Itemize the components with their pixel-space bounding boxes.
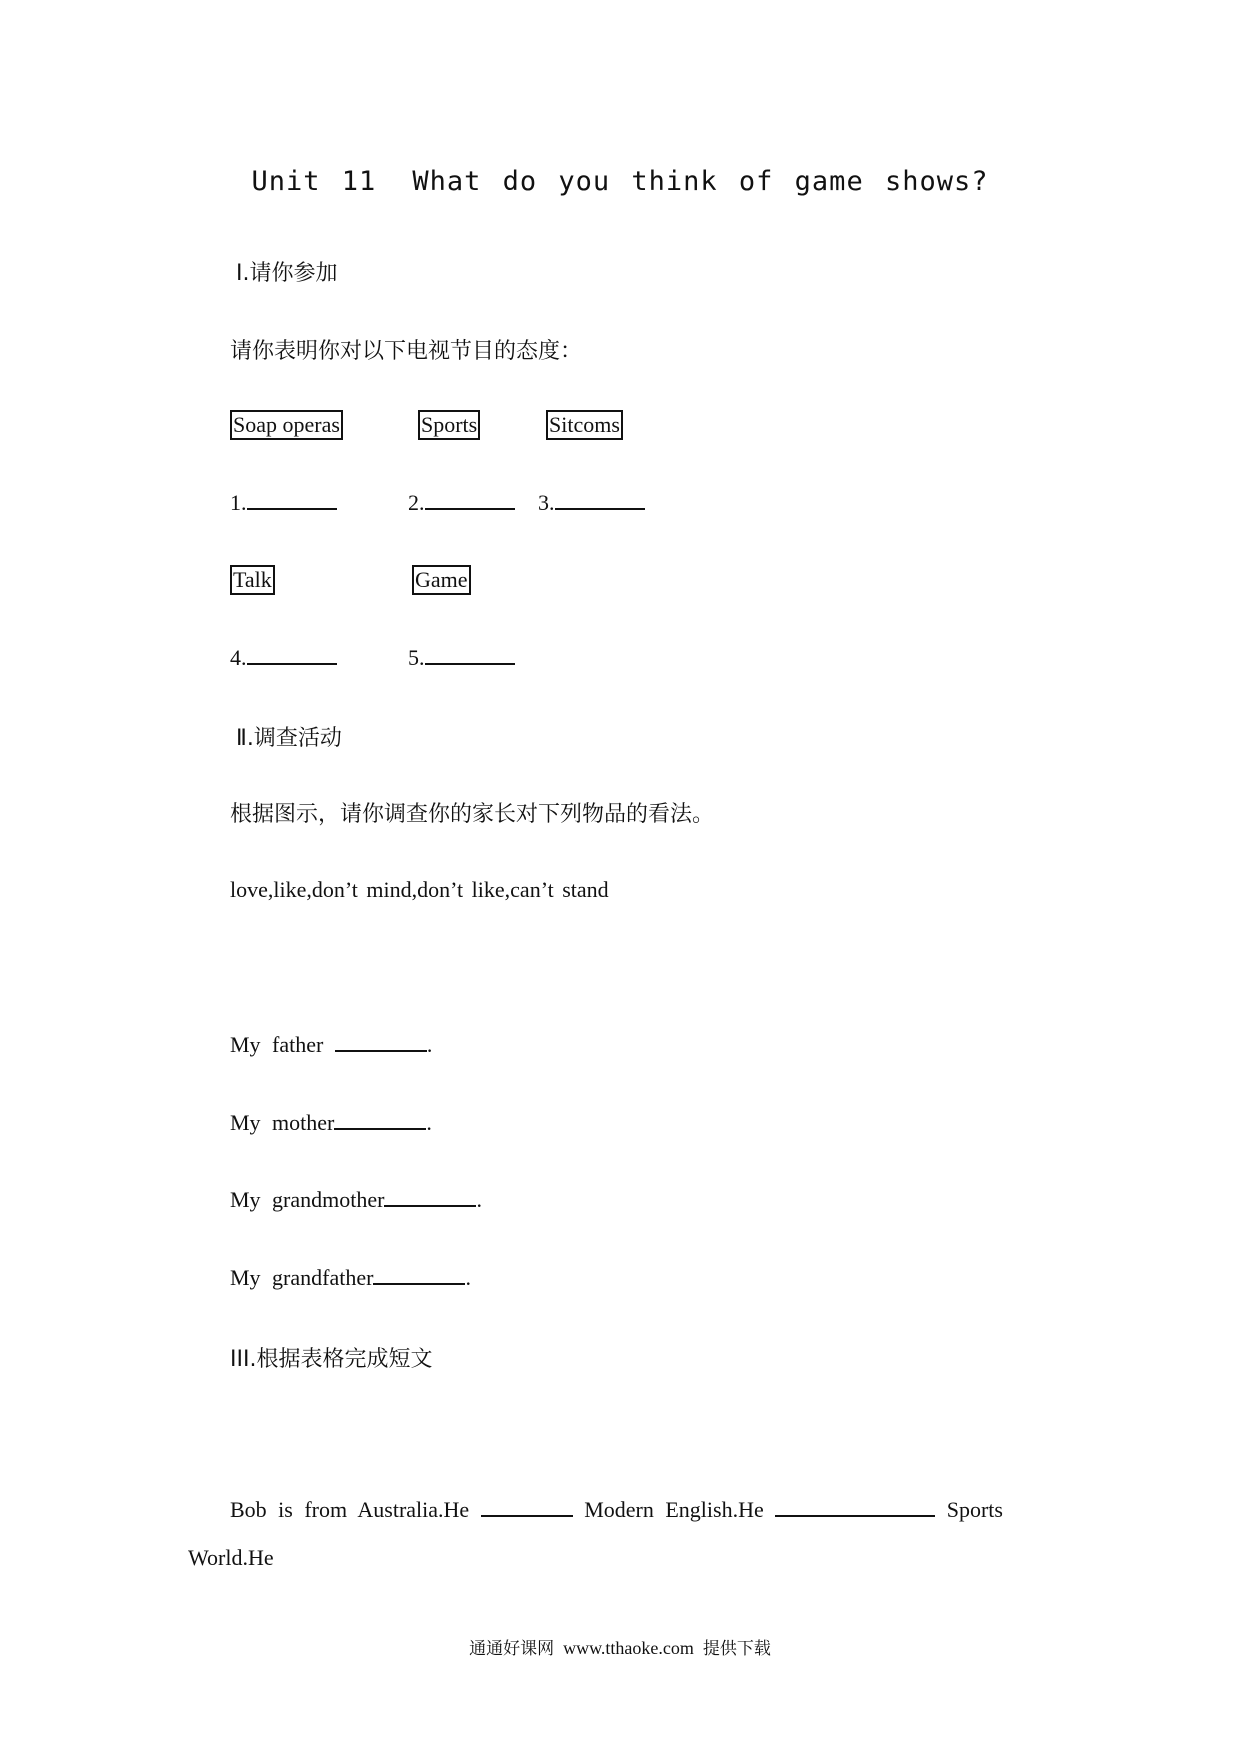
blank-number: 3. — [538, 490, 555, 515]
line-end: . — [476, 1187, 482, 1212]
title-unit: Unit 11 — [251, 166, 377, 197]
passage-text: Sports — [935, 1497, 1003, 1522]
line-end: . — [426, 1032, 433, 1057]
blank-item-1 — [230, 490, 337, 516]
section1-heading: Ⅰ.请你参加 — [236, 261, 338, 286]
title-question: What do you think of game shows? — [412, 166, 989, 197]
answer-blank[interactable] — [384, 1187, 476, 1207]
blank-item-5 — [408, 645, 515, 671]
survey-line-mother — [230, 1110, 432, 1136]
show-label: Soap operas — [230, 410, 343, 440]
passage-text: Modern English.He — [572, 1497, 776, 1522]
passage-text: Bob is from Australia.He — [230, 1497, 481, 1522]
show-label: Talk — [230, 565, 275, 595]
attitude-options: love,like,don’t mind,don’t like,can’t stand — [230, 877, 609, 902]
answer-blank[interactable] — [555, 490, 645, 510]
answer-blank[interactable] — [247, 645, 337, 665]
survey-line-grandmother — [230, 1187, 482, 1213]
line-end: . — [426, 1110, 432, 1135]
footer-site-name: 通通好课网 — [469, 1639, 555, 1659]
answer-blank[interactable] — [334, 1110, 426, 1130]
survey-line-father — [230, 1032, 432, 1058]
answer-blank[interactable] — [373, 1265, 465, 1285]
answer-blank[interactable] — [481, 1497, 573, 1517]
blank-number: 4. — [230, 645, 247, 670]
footer-note: 提供下载 — [702, 1639, 771, 1659]
survey-label: My grandfather — [230, 1265, 374, 1290]
line-end: . — [465, 1265, 471, 1290]
show-box-soap-operas — [230, 410, 343, 440]
answer-blank[interactable] — [425, 490, 515, 510]
survey-label: My father — [230, 1032, 335, 1057]
survey-label: My grandmother — [230, 1187, 385, 1212]
blank-item-3 — [538, 490, 645, 516]
answer-blank[interactable] — [247, 490, 337, 510]
section2-instruction: 根据图示，请你调查你的家长对下列物品的看法。 — [230, 802, 715, 827]
show-box-sitcoms — [546, 410, 623, 440]
section3-heading: III.根据表格完成短文 — [230, 1347, 433, 1372]
survey-label: My mother — [230, 1110, 335, 1135]
blank-item-2 — [408, 490, 515, 516]
page-footer — [0, 1634, 1240, 1659]
show-box-sports — [418, 410, 480, 440]
answer-blank[interactable] — [775, 1497, 935, 1517]
blank-number: 1. — [230, 490, 247, 515]
blank-number: 5. — [408, 645, 425, 670]
show-label: Sports — [418, 410, 480, 440]
blank-number: 2. — [408, 490, 425, 515]
answer-blank[interactable] — [425, 645, 515, 665]
survey-line-grandfather — [230, 1265, 471, 1291]
section2-heading: Ⅱ.调查活动 — [236, 726, 342, 751]
section1-instruction: 请你表明你对以下电视节目的态度： — [230, 339, 583, 364]
footer-url[interactable]: www.tthaoke.com — [563, 1638, 694, 1658]
show-box-talk — [230, 565, 275, 595]
passage-line-2: World.He — [188, 1545, 274, 1570]
blank-item-4 — [230, 645, 337, 671]
show-box-game — [412, 565, 471, 595]
show-label: Sitcoms — [546, 410, 623, 440]
page-title — [0, 166, 1240, 197]
passage-line-1 — [230, 1497, 1003, 1523]
show-label: Game — [412, 565, 471, 595]
answer-blank[interactable] — [335, 1032, 427, 1052]
